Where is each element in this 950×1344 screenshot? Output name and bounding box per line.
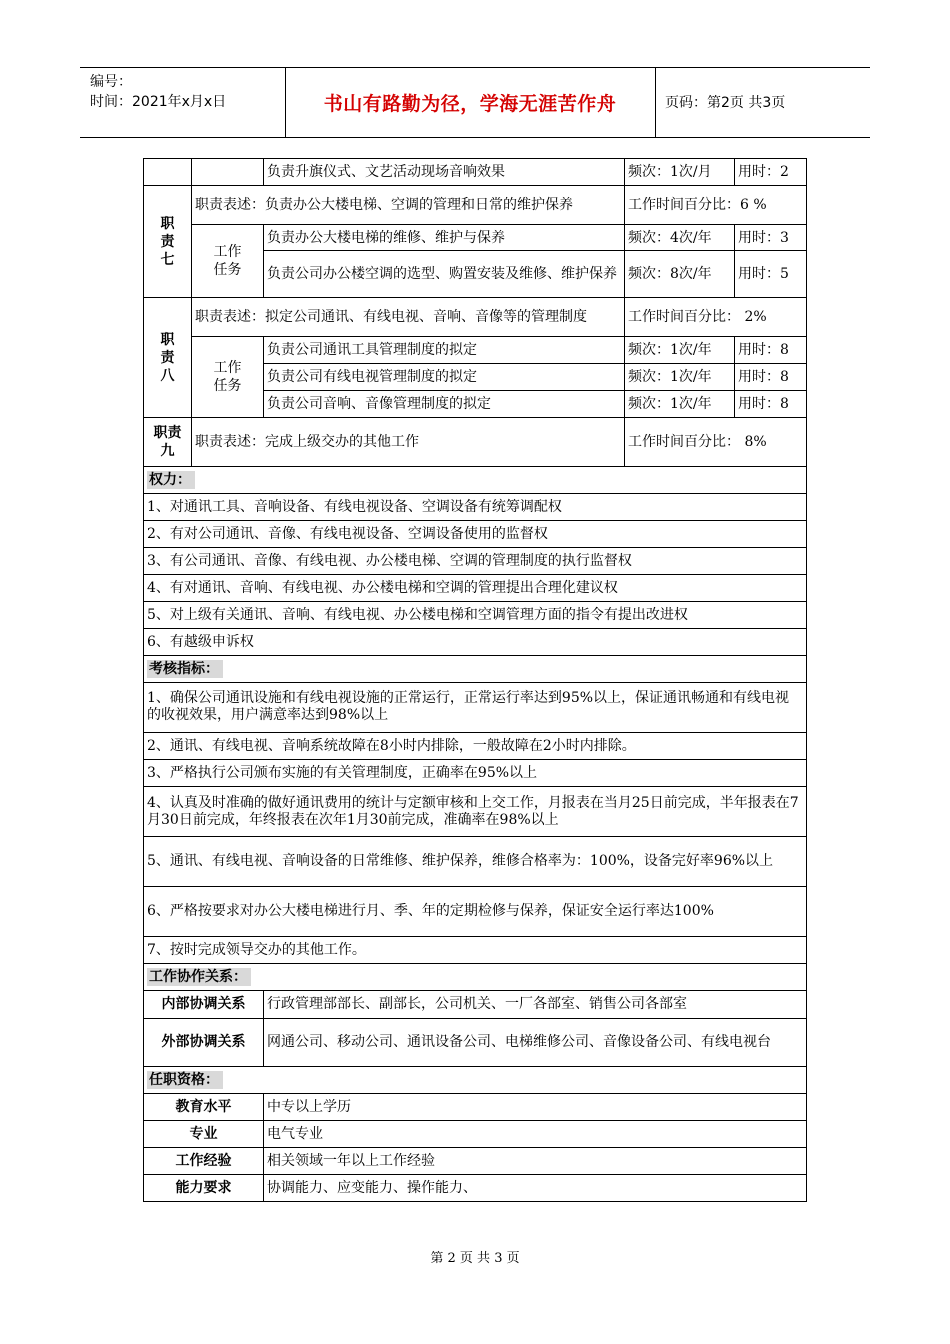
page-header <box>80 67 870 138</box>
blank-cell <box>144 159 192 186</box>
list-item: 2、有对公司通讯、音像、有线电视设备、空调设备使用的监督权 <box>144 520 807 547</box>
task-hours: 用时：8 <box>735 391 807 418</box>
duty-statement: 职责表述：拟定公司通讯、有线电视、音响、音像等的管理制度 <box>192 298 625 337</box>
task-text: 负责公司办公楼空调的选型、购置安装及维修、维护保养 <box>264 251 625 298</box>
header-time: 时间：2021年x月x日 <box>90 94 227 110</box>
task-text: 负责公司通讯工具管理制度的拟定 <box>264 337 625 364</box>
table-row <box>144 225 807 251</box>
task-hours: 用时：2 <box>735 159 807 186</box>
list-item: 2、通讯、有线电视、音响系统故障在8小时内排除，一般故障在2小时内排除。 <box>144 732 807 759</box>
duty-statement: 职责表述：完成上级交办的其他工作 <box>192 418 625 466</box>
qualification-value: 协调能力、应变能力、操作能力、 <box>264 1174 807 1201</box>
job-description-table <box>143 158 807 1202</box>
qualification-value: 中专以上学历 <box>264 1093 807 1120</box>
table-row <box>144 1147 807 1174</box>
header-number: 编号： <box>90 74 132 90</box>
qualification-label: 专业 <box>144 1120 264 1147</box>
work-task-label: 工作任务 <box>192 225 264 298</box>
task-frequency: 频次：8次/年 <box>625 251 735 298</box>
section-header-qualifications: 任职资格： <box>144 1066 807 1093</box>
list-item: 5、对上级有关通讯、音响、有线电视、办公楼电梯和空调管理方面的指令有提出改进权 <box>144 601 807 628</box>
duty-time-percent: 工作时间百分比： 8% <box>625 418 807 466</box>
task-text: 负责公司音响、音像管理制度的拟定 <box>264 391 625 418</box>
task-frequency: 频次：4次/年 <box>625 225 735 251</box>
table-row <box>144 298 807 337</box>
task-hours: 用时：8 <box>735 364 807 391</box>
blank-cell <box>192 159 264 186</box>
section-header-powers: 权力： <box>144 466 807 493</box>
task-text: 负责办公大楼电梯的维修、维护与保养 <box>264 225 625 251</box>
qualification-label: 能力要求 <box>144 1174 264 1201</box>
task-text: 负责升旗仪式、文艺活动现场音响效果 <box>264 159 625 186</box>
table-row <box>144 1066 807 1093</box>
task-frequency: 频次：1次/年 <box>625 391 735 418</box>
qualification-label: 工作经验 <box>144 1147 264 1174</box>
list-item: 3、有公司通讯、音像、有线电视、办公楼电梯、空调的管理制度的执行监督权 <box>144 547 807 574</box>
duty-label: 职责八 <box>144 298 192 418</box>
task-frequency: 频次：1次/年 <box>625 364 735 391</box>
duty-statement: 职责表述：负责办公大楼电梯、空调的管理和日常的维护保养 <box>192 186 625 225</box>
table-row <box>144 1093 807 1120</box>
duty-time-percent: 工作时间百分比：6 % <box>625 186 807 225</box>
table-row <box>144 1120 807 1147</box>
section-header-cooperation: 工作协作关系： <box>144 964 807 991</box>
internal-coordination-value: 行政管理部部长、副部长，公司机关、一厂各部室、销售公司各部室 <box>264 991 807 1018</box>
duty-label: 职责七 <box>144 186 192 298</box>
work-task-label: 工作任务 <box>192 337 264 418</box>
list-item: 1、对通讯工具、音响设备、有线电视设备、空调设备有统筹调配权 <box>144 493 807 520</box>
task-hours: 用时：3 <box>735 225 807 251</box>
list-item: 4、认真及时准确的做好通讯费用的统计与定额审核和上交工作，月报表在当月25日前完成，半年报表在7月30日前完成，年终报表在次年1月30前完成，准确率在98%以上 <box>144 787 807 837</box>
table-row <box>144 1018 807 1066</box>
list-item: 7、按时完成领导交办的其他工作。 <box>144 937 807 964</box>
qualification-value: 电气专业 <box>264 1120 807 1147</box>
table-row <box>144 418 807 466</box>
table-row <box>144 186 807 225</box>
table-row <box>144 1174 807 1201</box>
qualification-value: 相关领域一年以上工作经验 <box>264 1147 807 1174</box>
list-item: 6、有越级申诉权 <box>144 628 807 655</box>
duty-label: 职责九 <box>144 418 192 466</box>
header-divider <box>655 68 656 137</box>
table-row <box>144 337 807 364</box>
task-hours: 用时：5 <box>735 251 807 298</box>
list-item: 5、通讯、有线电视、音响设备的日常维修、维护保养，维修合格率为：100%，设备完好率96%以上 <box>144 837 807 887</box>
table-row <box>144 991 807 1018</box>
qualification-label: 教育水平 <box>144 1093 264 1120</box>
list-item: 4、有对通讯、音响、有线电视、办公楼电梯和空调的管理提出合理化建议权 <box>144 574 807 601</box>
header-meta <box>90 72 226 112</box>
header-motto: 书山有路勤为径，学海无涯苦作舟 <box>323 93 617 115</box>
list-item: 1、确保公司通讯设施和有线电视设施的正常运行，正常运行率达到95%以上，保证通讯畅通和有线电视的收视效果，用户满意率达到98%以上 <box>144 682 807 732</box>
task-text: 负责公司有线电视管理制度的拟定 <box>264 364 625 391</box>
external-coordination-label: 外部协调关系 <box>144 1018 264 1066</box>
table-row <box>144 964 807 991</box>
table-row <box>144 466 807 493</box>
duty-time-percent: 工作时间百分比： 2% <box>625 298 807 337</box>
internal-coordination-label: 内部协调关系 <box>144 991 264 1018</box>
section-header-kpi: 考核指标： <box>144 655 807 682</box>
external-coordination-value: 网通公司、移动公司、通讯设备公司、电梯维修公司、音像设备公司、有线电视台 <box>264 1018 807 1066</box>
task-hours: 用时：8 <box>735 337 807 364</box>
task-frequency: 频次：1次/年 <box>625 337 735 364</box>
table-row <box>144 159 807 186</box>
page-footer: 第 2 页 共 3 页 <box>430 1251 520 1266</box>
table-row <box>144 655 807 682</box>
list-item: 3、严格执行公司颁布实施的有关管理制度，正确率在95%以上 <box>144 760 807 787</box>
task-frequency: 频次：1次/月 <box>625 159 735 186</box>
list-item: 6、严格按要求对办公大楼电梯进行月、季、年的定期检修与保养，保证安全运行率达100% <box>144 887 807 937</box>
header-page-info: 页码：第2页 共3页 <box>665 95 786 111</box>
